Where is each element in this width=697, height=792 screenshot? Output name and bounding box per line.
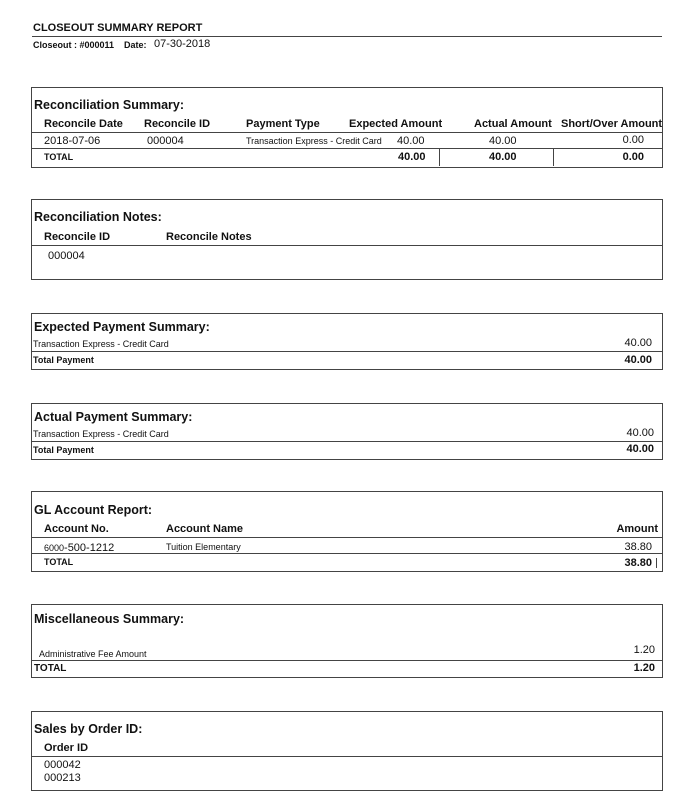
col-account-no: Account No. bbox=[44, 523, 109, 535]
aps-item-amount: 40.00 bbox=[626, 427, 654, 439]
gl-row-account-no-prefix: 6000 bbox=[44, 543, 65, 553]
gl-total-label: TOTAL bbox=[44, 557, 74, 567]
col-short-over-amount: Short/Over Amount bbox=[561, 118, 663, 130]
col-expected-amount: Expected Amount bbox=[349, 118, 443, 130]
gl-row-account-no-suffix: -500-1212 bbox=[64, 542, 115, 554]
gl-row-divider bbox=[31, 553, 663, 554]
eps-item-amount: 40.00 bbox=[624, 337, 652, 349]
gl-row-account-name: Tuition Elementary bbox=[166, 542, 241, 552]
rs-header-divider bbox=[31, 132, 663, 133]
order-id-1: 000042 bbox=[44, 759, 81, 771]
rs-row-expected: 40.00 bbox=[397, 135, 425, 147]
aps-total-label: Total Payment bbox=[33, 445, 94, 455]
aps-divider bbox=[31, 441, 663, 442]
rs-total-actual: 40.00 bbox=[489, 151, 517, 163]
rs-row-short-over: 0.00 bbox=[622, 134, 644, 146]
rs-total-expected: 40.00 bbox=[398, 151, 426, 163]
gl-row-amount: 38.80 bbox=[624, 541, 652, 553]
eps-total-label: Total Payment bbox=[33, 355, 94, 365]
col-amount: Amount bbox=[616, 523, 658, 535]
order-id-2: 000213 bbox=[44, 772, 81, 784]
rs-row-divider bbox=[31, 148, 663, 149]
miscellaneous-title: Miscellaneous Summary: bbox=[34, 612, 185, 626]
col-actual-amount: Actual Amount bbox=[474, 118, 552, 130]
rs-row-id: 000004 bbox=[147, 135, 184, 147]
misc-total-amount: 1.20 bbox=[633, 662, 655, 674]
header-divider bbox=[32, 36, 662, 37]
eps-item-label: Transaction Express - Credit Card bbox=[33, 339, 169, 349]
col-reconcile-notes: Reconcile Notes bbox=[166, 231, 252, 243]
reconciliation-summary-title: Reconciliation Summary: bbox=[34, 98, 185, 112]
sales-header-divider bbox=[31, 756, 663, 757]
col-reconcile-date: Reconcile Date bbox=[44, 118, 123, 130]
gl-total-amount: 38.80 bbox=[624, 557, 652, 569]
col-payment-type: Payment Type bbox=[246, 118, 320, 130]
misc-divider bbox=[31, 660, 663, 661]
aps-item-label: Transaction Express - Credit Card bbox=[33, 429, 169, 439]
rn-row-id: 000004 bbox=[48, 250, 85, 262]
eps-total-amount: 40.00 bbox=[624, 354, 652, 366]
rs-total-sep-1 bbox=[439, 149, 440, 166]
rs-row-payment-type: Transaction Express - Credit Card bbox=[246, 136, 382, 146]
col-account-name: Account Name bbox=[166, 523, 244, 535]
col-notes-reconcile-id: Reconcile ID bbox=[44, 231, 111, 243]
actual-payment-title: Actual Payment Summary: bbox=[34, 410, 193, 424]
rs-row-actual: 40.00 bbox=[489, 135, 517, 147]
expected-payment-title: Expected Payment Summary: bbox=[34, 320, 210, 334]
eps-divider bbox=[31, 351, 663, 352]
misc-item-label: Administrative Fee Amount bbox=[39, 649, 147, 659]
reconciliation-notes-title: Reconciliation Notes: bbox=[34, 210, 162, 224]
date-label: Date: bbox=[124, 40, 147, 50]
rs-total-short-over: 0.00 bbox=[622, 151, 644, 163]
sales-by-order-title: Sales by Order ID: bbox=[34, 722, 143, 736]
gl-header-divider bbox=[31, 537, 663, 538]
rs-total-label: TOTAL bbox=[44, 152, 74, 162]
rn-header-divider bbox=[31, 245, 663, 246]
rs-total-sep-2 bbox=[553, 149, 554, 166]
rs-row-date: 2018-07-06 bbox=[44, 135, 101, 147]
date-value: 07-30-2018 bbox=[154, 38, 211, 50]
report-title: CLOSEOUT SUMMARY REPORT bbox=[33, 22, 203, 34]
misc-item-amount: 1.20 bbox=[633, 644, 655, 656]
gl-account-title: GL Account Report: bbox=[34, 503, 153, 517]
gl-total-tick bbox=[656, 558, 657, 568]
aps-total-amount: 40.00 bbox=[626, 443, 654, 455]
col-reconcile-id: Reconcile ID bbox=[144, 118, 211, 130]
closeout-number: Closeout : #000011 bbox=[33, 40, 115, 50]
misc-total-label: TOTAL bbox=[34, 663, 67, 674]
col-order-id: Order ID bbox=[44, 742, 89, 754]
